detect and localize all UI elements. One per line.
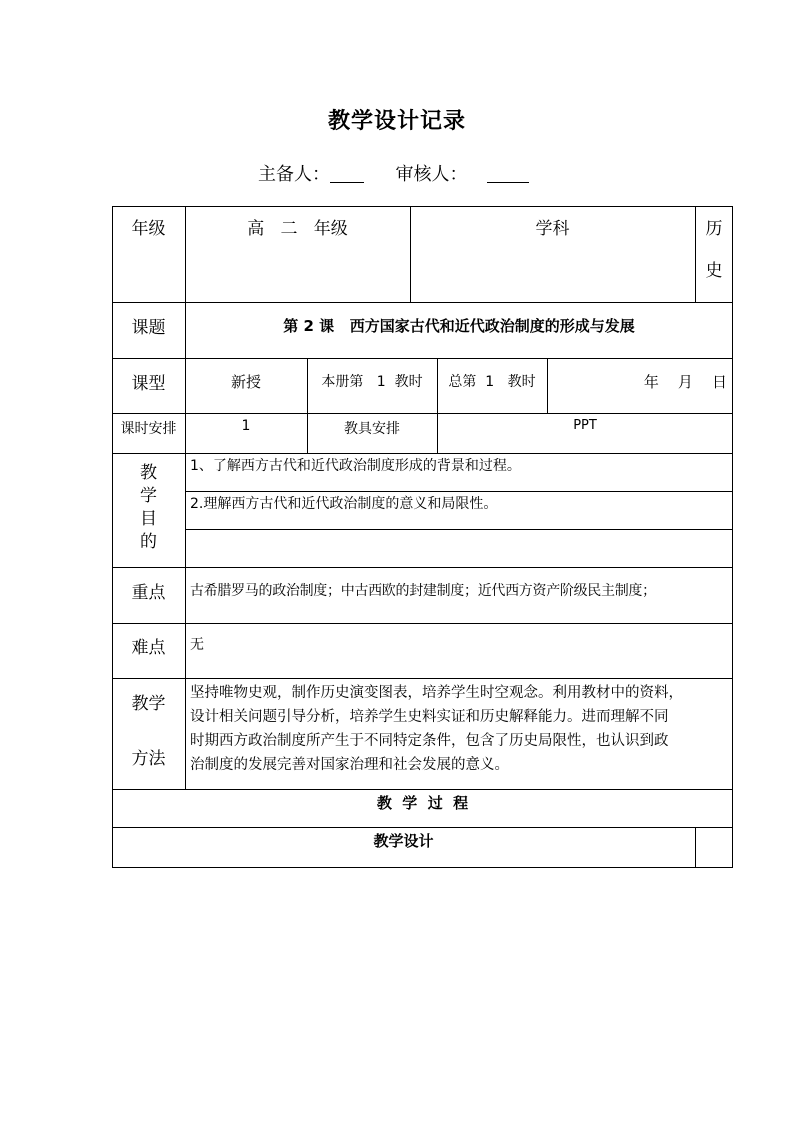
methods-text [190, 681, 733, 777]
goals-label-char: 的 [140, 532, 157, 552]
goal-item-1: 1、了解西方古代和近代政治制度形成的背景和过程。 [190, 458, 521, 474]
tools-value: PPT [573, 418, 597, 433]
methods-line: 治制度的发展完善对国家治理和社会发展的意义。 [190, 757, 509, 773]
subject-value-1: 历 [705, 219, 723, 239]
methods-line: 设计相关问题引导分析，培养学生史料实证和历史解释能力。进而理解不同 [190, 709, 669, 725]
type-label: 课型 [131, 374, 166, 394]
difficulties-value: 无 [190, 637, 204, 653]
key-points-label: 重点 [131, 583, 166, 603]
methods-line: 时期西方政治制度所产生于不同特定条件，包含了历史局限性，也认识到政 [190, 733, 669, 749]
goal-item-2: 2.理解西方古代和近代政治制度的意义和局限性。 [190, 496, 498, 512]
key-points-value: 古希腊罗马的政治制度；中古西欧的封建制度；近代西方资产阶级民主制度； [190, 583, 656, 599]
page-title: 教学设计记录 [327, 109, 466, 134]
schedule-value: 1 [241, 418, 251, 434]
reviewer-blank [487, 164, 529, 183]
tools-label: 教具安排 [344, 421, 400, 437]
subject-label: 学科 [535, 219, 570, 239]
goals-label [112, 462, 185, 554]
schedule-label: 课时安排 [120, 421, 177, 437]
design-label: 教学设计 [373, 832, 434, 850]
reviewer-label: 审核人： [395, 164, 468, 185]
preparer-blank [330, 164, 364, 183]
subject-value-2: 史 [705, 261, 723, 281]
total-hours: 总第 1 教时 [448, 374, 536, 390]
methods-label-1: 教学 [131, 694, 166, 714]
difficulties-label: 难点 [131, 638, 166, 658]
grade-label: 年级 [131, 219, 166, 239]
book-hours: 本册第 1 教时 [321, 374, 423, 390]
goals-label-char: 教 [140, 463, 157, 483]
type-value: 新授 [230, 373, 261, 391]
methods-line: 坚持唯物史观，制作历史演变图表，培养学生时空观念。利用教材中的资料， [190, 685, 683, 701]
grade-value: 高 二 年级 [247, 219, 348, 239]
date-field: 年 月 日 [643, 373, 727, 391]
goals-label-char: 目 [140, 509, 157, 529]
signature-line [258, 160, 529, 186]
topic-value: 第 2 课 西方国家古代和近代政治制度的形成与发展 [283, 317, 635, 335]
preparer-label: 主备人： [258, 164, 330, 185]
methods-label-2: 方法 [131, 749, 166, 769]
topic-label: 课题 [131, 318, 166, 338]
goals-label-char: 学 [140, 486, 157, 506]
process-heading: 教 学 过 程 [376, 794, 469, 812]
